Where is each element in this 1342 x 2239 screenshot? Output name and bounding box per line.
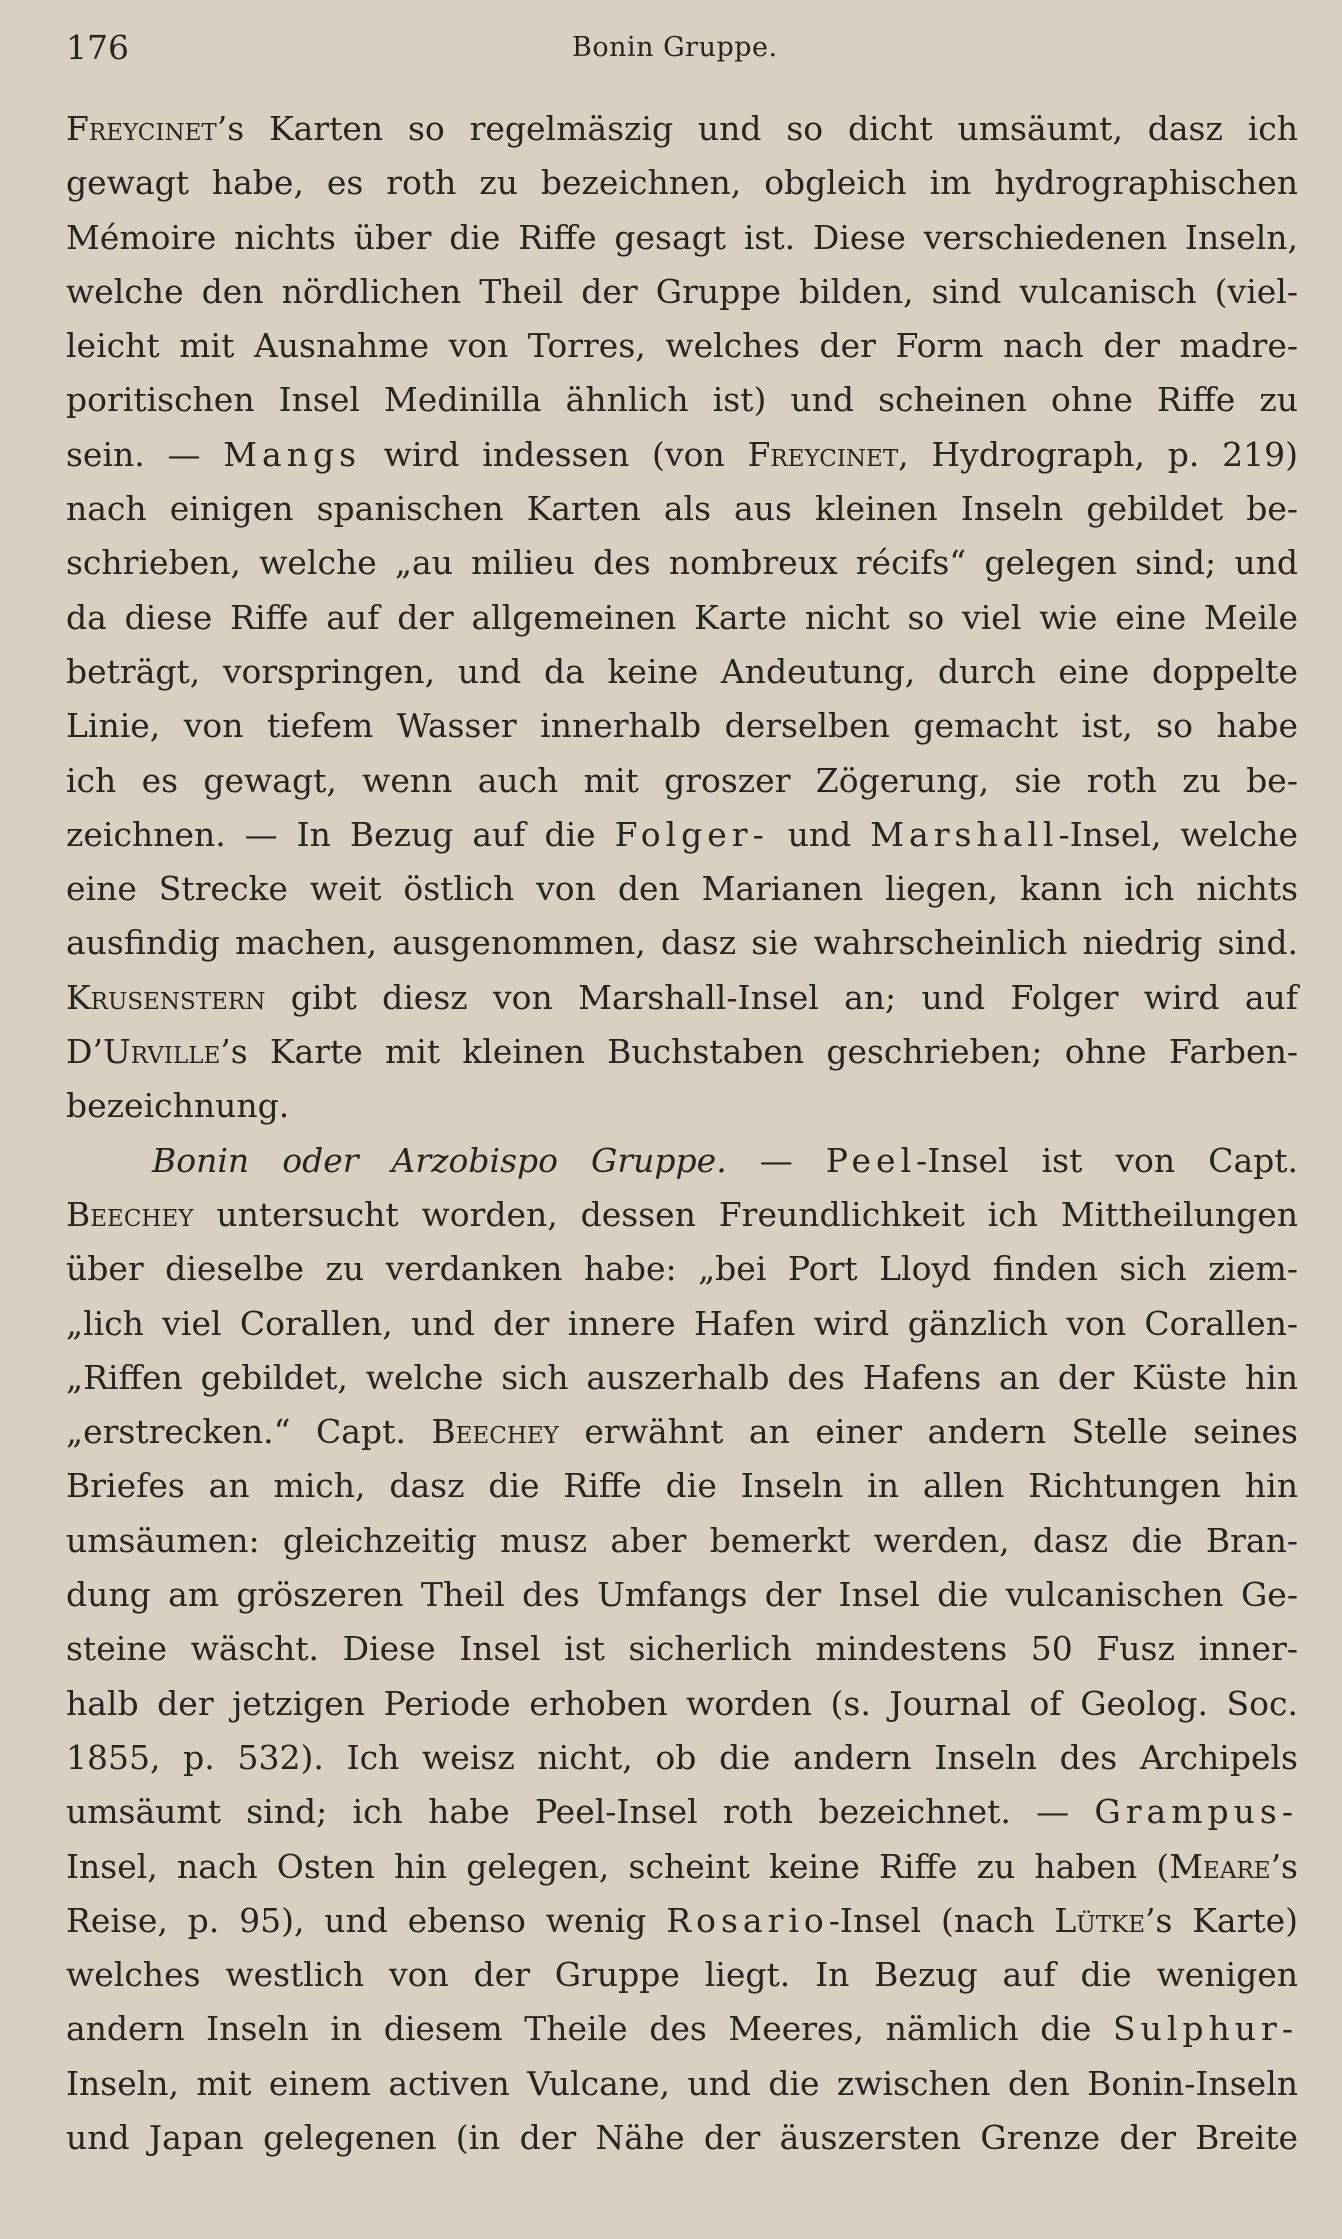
text-line: steine wäscht. Diese Insel ist sicherlich mindestens 50 Fusz inner-: [66, 1629, 1298, 1669]
section-heading: Bonin oder Arzobispo Gruppe.: [152, 1140, 727, 1180]
text-line: da diese Riffe auf der allgemeinen Karte nicht so viel wie eine Meile: [66, 597, 1298, 637]
author-name: Meare: [1169, 1846, 1271, 1886]
text-run: —: [726, 1140, 826, 1180]
text-run: Reise, p. 95), und ebenso wenig: [66, 1900, 667, 1940]
author-name: Freycinet: [66, 109, 217, 148]
text-line: umsäumen: gleichzeitig musz aber bemerkt werden, dasz die Bran-: [66, 1520, 1298, 1560]
text-run: umsäumt sind; ich habe Peel-Insel roth bezeichnet. —: [66, 1792, 1095, 1832]
text-line: [66, 808, 1298, 862]
spaced-term: Rosario: [666, 1900, 829, 1940]
text-run: ’s Karten so regelmäszig und so dicht umsäumt, dasz ich: [216, 109, 1298, 148]
text-run: erwähnt an einer andern Stelle seines: [558, 1412, 1298, 1452]
text-run: -Insel ist von Capt.: [916, 1140, 1298, 1180]
author-name: Freycinet: [747, 434, 899, 474]
text-run: -Insel (nach: [828, 1900, 1055, 1940]
text-line: [66, 1785, 1298, 1839]
text-line: [66, 2002, 1298, 2056]
spaced-term: Folger-: [614, 814, 769, 854]
text-run: D’: [66, 1032, 103, 1072]
spaced-term: Grampus-: [1094, 1792, 1298, 1832]
text-line: nach einigen spanischen Karten als aus kleinen Inseln gebildet be-: [66, 489, 1298, 529]
author-name: Urville: [102, 1032, 221, 1072]
text-line: 1855, p. 532). Ich weisz nicht, ob die andern Inseln des Archipels: [66, 1737, 1298, 1777]
text-run: zeichnen. — In Bezug auf die: [66, 814, 615, 854]
text-line: Inseln, mit einem activen Vulcane, und die zwischen den Bonin-Inseln: [66, 2063, 1298, 2103]
text-line: eine Strecke weit östlich von den Marianen liegen, kann ich nichts: [66, 869, 1298, 909]
text-line: dung am gröszeren Theil des Umfangs der Insel die vulcanischen Ge-: [66, 1575, 1298, 1615]
text-line: [66, 1894, 1298, 1948]
text-line: [66, 102, 1298, 156]
text-line: ausfindig machen, ausgenommen, dasz sie wahrscheinlich niedrig sind.: [66, 923, 1298, 963]
text-line: und Japan gelegenen (in der Nähe der äuszersten Grenze der Breite: [66, 2117, 1298, 2157]
spaced-term: Marshall: [870, 814, 1059, 854]
text-run: sein. —: [66, 434, 224, 474]
text-line: bezeichnung.: [66, 1086, 290, 1126]
spaced-term: Peel: [825, 1140, 917, 1180]
page-number: 176: [66, 28, 129, 67]
text-run: „erstrecken.“ Capt.: [66, 1412, 432, 1452]
text-run: untersucht worden, dessen Freundlichkeit ich Mittheilungen: [193, 1194, 1298, 1234]
text-run: ’s: [1270, 1846, 1298, 1886]
text-line: über dieselbe zu verdanken habe: „bei Port Lloyd finden sich ziem-: [66, 1249, 1298, 1289]
text-line: poritischen Insel Medinilla ähnlich ist) und scheinen ohne Riffe zu: [66, 380, 1298, 420]
text-line: [66, 1025, 1298, 1079]
spaced-term: Sulphur-: [1113, 2009, 1298, 2049]
page-header: [66, 28, 1302, 78]
text-run: -Insel, welche: [1058, 814, 1298, 854]
text-run: wird indessen (von: [361, 434, 748, 474]
text-line: beträgt, vorspringen, und da keine Andeutung, durch eine doppelte: [66, 651, 1298, 691]
text-line: [66, 1405, 1298, 1459]
text-line: Linie, von tiefem Wasser innerhalb derselben gemacht ist, so habe: [66, 706, 1298, 746]
text-run: andern Inseln in diesem Theile des Meeres, nämlich die: [66, 2009, 1114, 2049]
text-line: gewagt habe, es roth zu bezeichnen, obgleich im hydrographischen: [66, 163, 1298, 203]
text-line: halb der jetzigen Periode erhoben worden (s. Journal of Geolog. Soc.: [66, 1683, 1298, 1723]
author-name: Lütke: [1054, 1900, 1146, 1940]
text-line: [66, 428, 1298, 482]
author-name: Beechey: [431, 1412, 559, 1452]
text-line: welches westlich von der Gruppe liegt. In Bezug auf die wenigen: [66, 1955, 1298, 1995]
text-line: ich es gewagt, wenn auch mit groszer Zögerung, sie roth zu be-: [66, 760, 1298, 800]
spaced-term: Mangs: [223, 434, 362, 474]
text-line: „Riffen gebildet, welche sich auszerhalb des Hafens an der Küste hin: [66, 1357, 1298, 1397]
text-line: welche den nördlichen Theil der Gruppe bilden, sind vulcanisch (viel-: [66, 271, 1298, 311]
text-line: [66, 971, 1298, 1025]
text-line: [66, 1188, 1298, 1242]
text-run: und: [768, 814, 871, 854]
text-line: schrieben, welche „au milieu des nombreux récifs“ gelegen sind; und: [66, 543, 1298, 583]
text-run: Insel, nach Osten hin gelegen, scheint keine Riffe zu haben (: [66, 1846, 1170, 1886]
author-name: Beechey: [66, 1194, 194, 1234]
text-line: [66, 1840, 1298, 1894]
text-line: Briefes an mich, dasz die Riffe die Inseln in allen Richtungen hin: [66, 1466, 1298, 1506]
text-line: [66, 1134, 1298, 1188]
author-name: Krusenstern: [66, 977, 266, 1017]
text-run: , Hydrograph, p. 219): [898, 434, 1298, 474]
text-run: ’s Karte): [1145, 1900, 1299, 1940]
text-run: ’s Karte mit kleinen Buchstaben geschrieben; ohne Farben-: [220, 1032, 1298, 1072]
text-line: Mémoire nichts über die Riffe gesagt ist. Diese verschiedenen Inseln,: [66, 217, 1298, 257]
body-text: [66, 102, 1298, 2165]
running-head: Bonin Gruppe.: [572, 32, 778, 63]
text-line: „lich viel Corallen, und der innere Hafen wird gänzlich von Corallen-: [66, 1303, 1298, 1343]
text-run: gibt diesz von Marshall-Insel an; und Folger wird auf: [265, 977, 1298, 1017]
text-line: leicht mit Ausnahme von Torres, welches der Form nach der madre-: [66, 326, 1298, 366]
